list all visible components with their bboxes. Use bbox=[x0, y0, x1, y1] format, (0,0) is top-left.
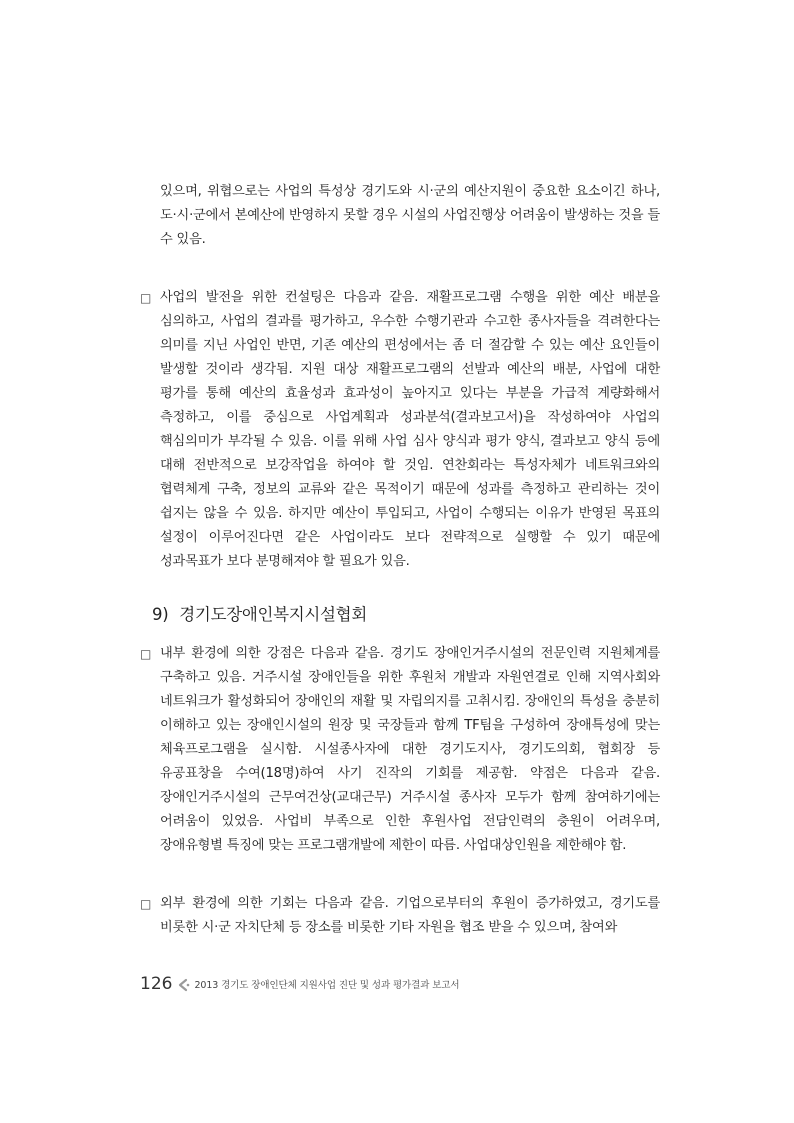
external-bullet-item bbox=[140, 892, 660, 940]
section-number: 9) bbox=[152, 605, 169, 624]
report-title: 2013 경기도 장애인단체 지원사업 진단 및 성과 평가결과 보고서 bbox=[194, 980, 460, 991]
square-bullet-icon: □ bbox=[140, 647, 152, 661]
square-bullet-icon: □ bbox=[140, 291, 152, 305]
consulting-bullet-item bbox=[140, 286, 660, 574]
section-heading bbox=[152, 602, 660, 628]
page-content bbox=[140, 180, 660, 940]
section-title: 경기도장애인복지시설협회 bbox=[179, 605, 367, 624]
internal-bullet-item bbox=[140, 642, 660, 858]
page-number: 126 bbox=[140, 974, 173, 994]
square-bullet-icon: □ bbox=[140, 897, 152, 911]
page-marker-icon bbox=[176, 977, 190, 991]
internal-paragraph: 내부 환경에 의한 강점은 다음과 같음. 경기도 장애인거주시설의 전문인력 지원체계를 구축하고 있음. 거주시설 장애인들을 위한 후원처 개발과 자원연결로 인해 지역사회와 네트워크가 활성화되어 장애인의 재활 및 자립의지를 고취시킴. 장애인의 특성을 충분히 이해하고 있는 장애인시설의 원장 및 국장들과 함께 TF팀을 구성하여 장애특성에 맞는 체육프로그램을 실시함. 시설종사자에 대한 경기도지사, 경기도의회, 협회장 등 유공표창을 수여(18명)하여 사기 진작의 기회를 제공함. 약점은 다음과 같음. 장애인거주시설의 근무여건상(교대근무) 거주시설 종사자 모두가 함께 참여하기에는 어려움이 있었음. 사업비 부족으로 인한 후원사업 전담인력의 충원이 어려우며, 장애유형별 특징에 맞는 프로그램개발에 제한이 따름. 사업대상인원을 제한해야 함. bbox=[160, 646, 660, 853]
intro-paragraph: 있으며, 위협으로는 사업의 특성상 경기도와 시·군의 예산지원이 중요한 요소이긴 하나, 도·시·군에서 본예산에 반영하지 못할 경우 시설의 사업진행상 어려움이 발생하는 것을 들 수 있음. bbox=[160, 184, 660, 247]
consulting-paragraph: 사업의 발전을 위한 컨설팅은 다음과 같음. 재활프로그램 수행을 위한 예산 배분을 심의하고, 사업의 결과를 평가하고, 우수한 수행기관과 수고한 종사자들을 격려한다는 의미를 지닌 사업인 반면, 기존 예산의 편성에서는 좀 더 절감할 수 있는 예산 요인들이 발생할 것이라 생각됨. 지원 대상 재활프로그램의 선발과 예산의 배분, 사업에 대한 평가를 통해 예산의 효율성과 효과성이 높아지고 있다는 부분을 가급적 계량화해서 측정하고, 이를 중심으로 사업계획과 성과분석(결과보고서)을 작성하여야 사업의 핵심의미가 부각될 수 있음. 이를 위해 사업 심사 양식과 평가 양식, 결과보고 양식 등에 대해 전반적으로 보강작업을 하여야 할 것임. 연찬회라는 특성자체가 네트워크와의 협력체계 구축, 정보의 교류와 같은 목적이기 때문에 성과를 측정하고 관리하는 것이 쉽지는 않을 수 있음. 하지만 예산이 투입되고, 사업이 수행되는 이유가 반영된 목표의 설정이 이루어진다면 같은 사업이라도 보다 전략적으로 실행할 수 있기 때문에 성과목표가 보다 분명해져야 할 필요가 있음. bbox=[160, 290, 660, 569]
page-footer bbox=[140, 972, 459, 996]
external-paragraph: 외부 환경에 의한 기회는 다음과 같음. 기업으로부터의 후원이 증가하였고, 경기도를 비롯한 시·군 자치단체 등 장소를 비롯한 기타 자원을 협조 받을 수 있으며, 참여와 bbox=[160, 896, 660, 935]
